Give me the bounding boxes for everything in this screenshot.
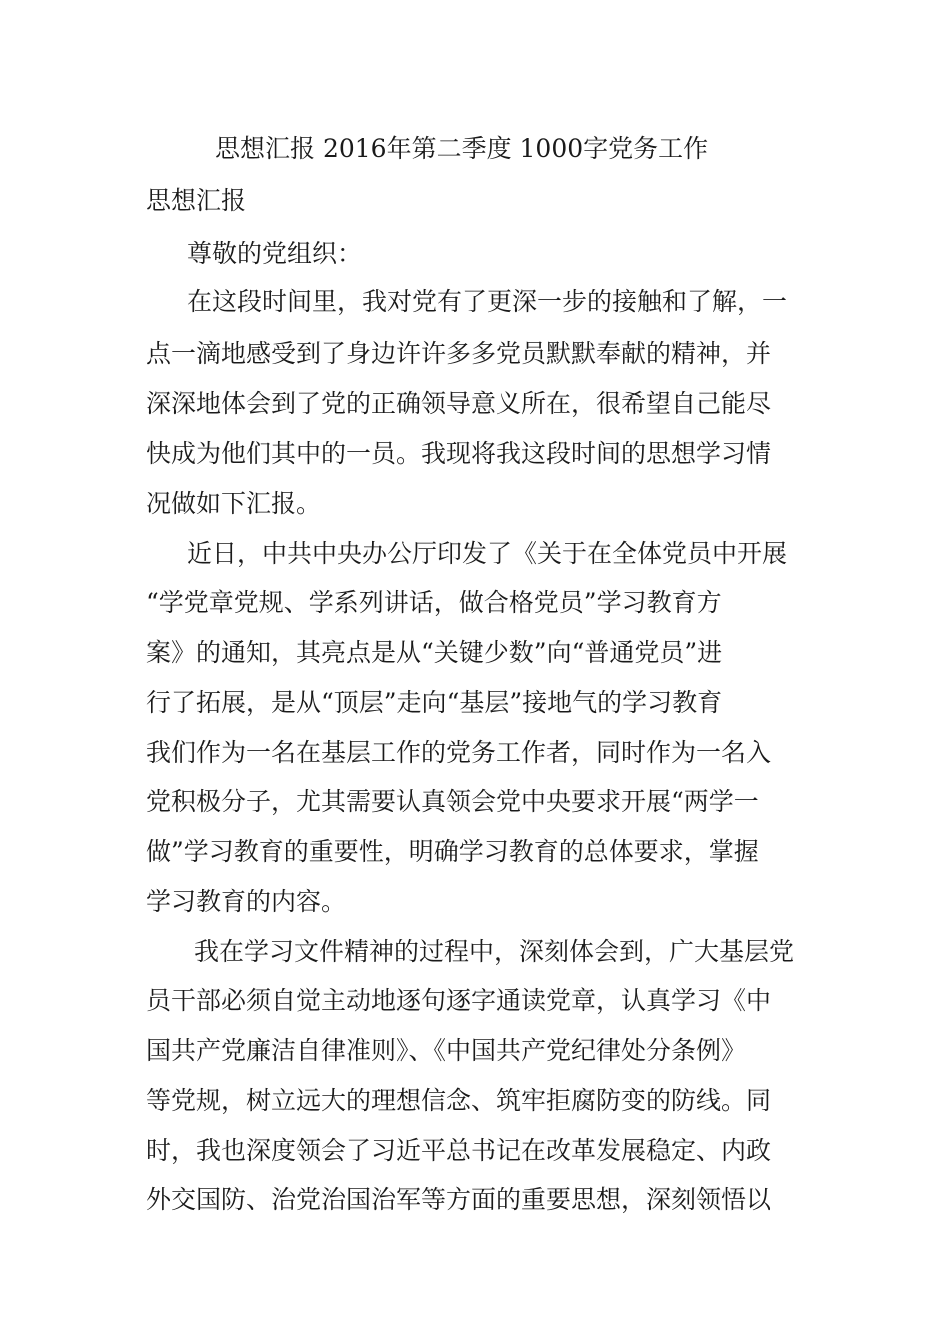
salutation: 尊敬的党组织： xyxy=(187,239,363,268)
document-title: 思想汇报 2016年第二季度 1000字党务工作 xyxy=(215,134,709,163)
paragraph-line: 员干部必须自觉主动地逐句逐字通读党章，认真学习《中 xyxy=(146,986,772,1015)
paragraph-line: 在这段时间里，我对党有了更深一步的接触和了解，一 xyxy=(187,287,788,316)
paragraph-line: 外交国防、治党治国治军等方面的重要思想，深刻领悟以 xyxy=(146,1185,772,1214)
paragraph-line: 深深地体会到了党的正确领导意义所在，很希望自己能尽 xyxy=(146,389,772,418)
paragraph-line: 点一滴地感受到了身边许许多多党员默默奉献的精神，并 xyxy=(146,339,772,368)
paragraph-line: 时，我也深度领会了习近平总书记在改革发展稳定、内政 xyxy=(146,1136,772,1165)
paragraph-line: 况做如下汇报。 xyxy=(146,489,322,518)
paragraph-line: 党积极分子，尤其需要认真领会党中央要求开展“两学一 xyxy=(146,787,759,816)
paragraph-line: 国共产党廉洁自律准则》、《中国共产党纪律处分条例》 xyxy=(146,1036,747,1065)
paragraph-line: 我在学习文件精神的过程中，深刻体会到，广大基层党 xyxy=(194,937,795,966)
paragraph-line: 我们作为一名在基层工作的党务工作者，同时作为一名入 xyxy=(146,738,772,767)
paragraph-line: 行了拓展，是从“顶层”走向“基层”接地气的学习教育 xyxy=(146,688,723,717)
paragraph-line: 做”学习教育的重要性，明确学习教育的总体要求，掌握 xyxy=(146,837,759,866)
document-title-continuation: 思想汇报 xyxy=(146,186,247,215)
paragraph-line: 学习教育的内容。 xyxy=(146,887,347,916)
paragraph-line: 案》的通知，其亮点是从“关键少数”向“普通党员”进 xyxy=(146,638,723,667)
paragraph-line: 近日，中共中央办公厅印发了《关于在全体党员中开展 xyxy=(187,539,788,568)
paragraph-line: 等党规，树立远大的理想信念、筑牢拒腐防变的防线。同 xyxy=(146,1086,772,1115)
paragraph-line: 快成为他们其中的一员。我现将我这段时间的思想学习情 xyxy=(146,439,772,468)
paragraph-line: “学党章党规、学系列讲话，做合格党员”学习教育方 xyxy=(146,588,722,617)
